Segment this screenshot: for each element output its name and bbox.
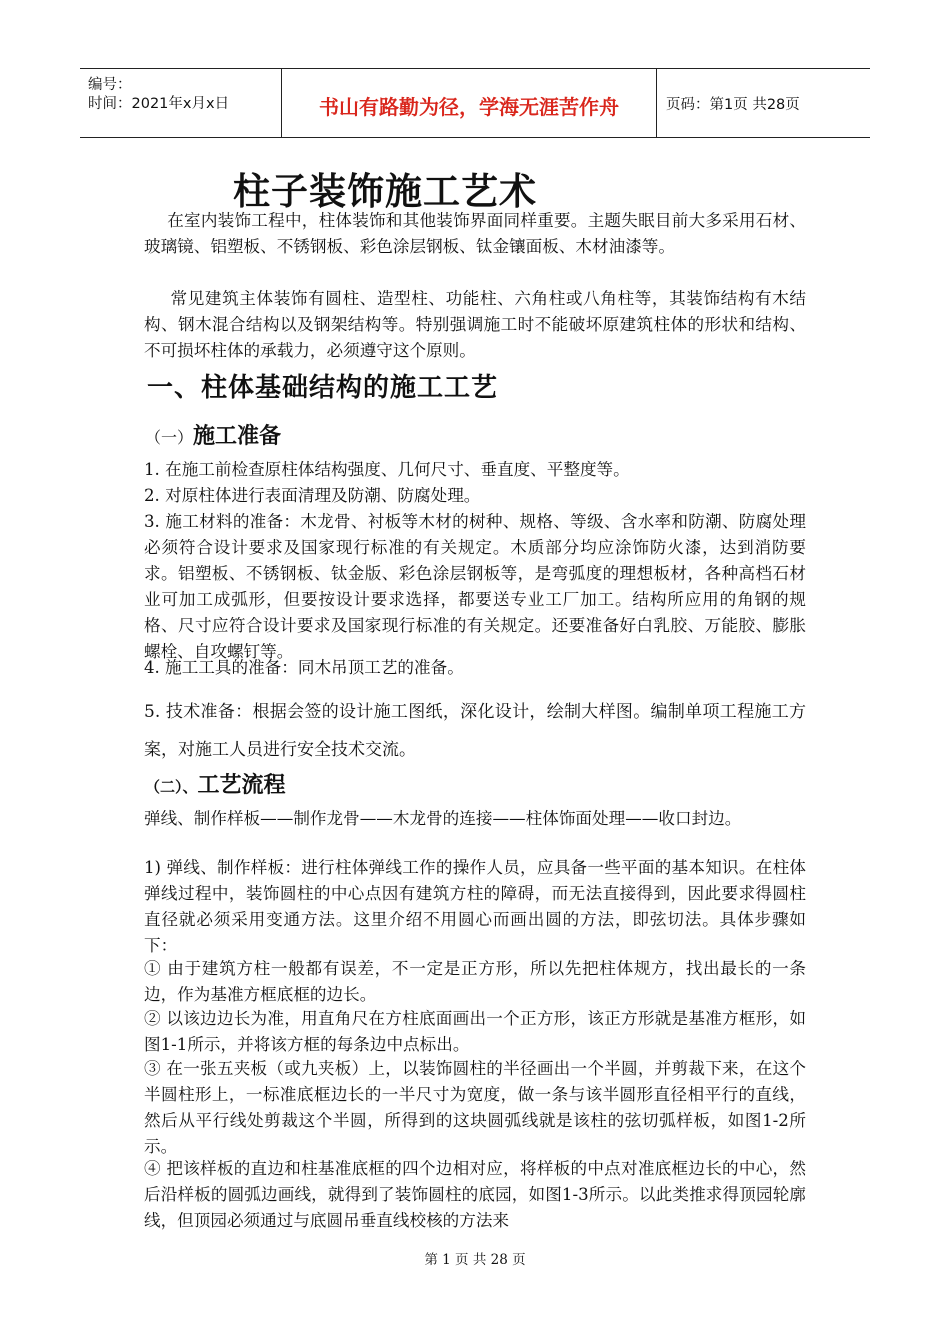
intro-paragraph-2: 常见建筑主体装饰有圆柱、造型柱、功能柱、六角柱或八角柱等，其装饰结构有木结构、钢木混合结构以及钢架结构等。特别强调施工时不能破坏原建筑柱体的形状和结构、不可损坏柱体的承载力，必须遵守这个原则。 <box>144 289 806 360</box>
prep-item-1: 1. 在施工前检查原柱体结构强度、几何尺寸、垂直度、平整度等。 <box>144 460 630 479</box>
document-time-label: 时间：2021年x月x日 <box>88 96 230 112</box>
process-item-5: ④ 把该样板的直边和柱基准底框的四个边相对应，将样板的中点对准底框边长的中心，然后沿样板的圆弧边画线，就得到了装饰圆柱的底园，如图1-3所示。以此类推求得顶园轮廓线，但顶园必须通过与底圆吊垂直线校核的方法来 <box>144 1159 806 1230</box>
subsection-prefix: （一） <box>145 428 194 447</box>
header-table <box>80 68 870 138</box>
header-motto-cell <box>282 69 657 137</box>
header-page-info: 页码：第1页 共28页 <box>666 97 800 113</box>
document-title: 柱子装饰施工艺术 <box>233 169 537 213</box>
prep-item-4: 4. 施工工具的准备：同木吊顶工艺的准备。 <box>144 658 464 677</box>
process-item-2: ① 由于建筑方柱一般都有误差，不一定是正方形，所以先把柱体规方，找出最长的一条边，作为基准方框底框的边长。 <box>144 959 806 1004</box>
page-footer: 第 1 页 共 28 页 <box>424 1252 526 1268</box>
header-page-cell <box>657 69 870 137</box>
subsection-prefix: （二）、 <box>145 778 198 796</box>
subsection-heading-process <box>145 768 286 799</box>
process-item-1: 1) 弹线、制作样板：进行柱体弹线工作的操作人员，应具备一些平面的基本知识。在柱体弹线过程中，装饰圆柱的中心点因有建筑方柱的障碍，而无法直接得到，因此要求得圆柱直径就必须采用变通方法。这里介绍不用圆心而画出圆的方法，即弦切法。具体步骤如下： <box>144 858 806 955</box>
subsection-title: 工艺流程 <box>197 772 286 798</box>
subsection-heading-preparation <box>145 419 281 450</box>
prep-item-5: 5. 技术准备：根据会签的设计施工图纸，深化设计，绘制大样图。编制单项工程施工方案，对施工人员进行安全技术交流。 <box>144 702 806 760</box>
process-item-4: ③ 在一张五夹板（或九夹板）上，以装饰圆柱的半径画出一个半圆，并剪裁下来，在这个半圆柱形上，一标准底框边长的一半尺寸为宽度，做一条与该半圆形直径相平行的直线，然后从平行线处剪裁这个半圆，所得到的这块圆弧线就是该柱的弦切弧样板，如图1-2所示。 <box>144 1059 806 1156</box>
process-item-3: ② 以该边边长为准，用直角尺在方柱底面画出一个正方形，该正方形就是基准方框形，如图1-1所示，并将该方框的每条边中点标出。 <box>144 1009 806 1054</box>
subsection-title: 施工准备 <box>193 423 282 449</box>
process-flow: 弹线、制作样板——制作龙骨——木龙骨的连接——柱体饰面处理——收口封边。 <box>144 809 742 828</box>
prep-item-2: 2. 对原柱体进行表面清理及防潮、防腐处理。 <box>144 486 481 505</box>
section-heading: 一、柱体基础结构的施工工艺 <box>147 373 499 403</box>
header-left-cell <box>80 69 282 137</box>
header-motto: 书山有路勤为径，学海无涯苦作舟 <box>319 95 619 119</box>
intro-paragraph-1: 在室内装饰工程中，柱体装饰和其他装饰界面同样重要。主题失眠目前大多采用石材、玻璃镜、铝塑板、不锈钢板、彩色涂层钢板、钛金镶面板、木材油漆等。 <box>144 211 806 256</box>
prep-item-3: 3. 施工材料的准备：木龙骨、衬板等木材的树种、规格、等级、含水率和防潮、防腐处理必须符合设计要求及国家现行标准的有关规定。木质部分均应涂饰防火漆，达到消防要求。铝塑板、不锈钢板、钛金版、彩色涂层钢板等，是弯弧度的理想板材，各种高档石材业可加工成弧形，但要按设计要求选择，都要送专业工厂加工。结构所应用的角钢的规格、尺寸应符合设计要求及国家现行标准的有关规定。还要准备好白乳胶、万能胶、膨胀螺栓、自攻螺钉等。 <box>144 512 806 661</box>
document-number-label: 编号： <box>88 77 132 93</box>
